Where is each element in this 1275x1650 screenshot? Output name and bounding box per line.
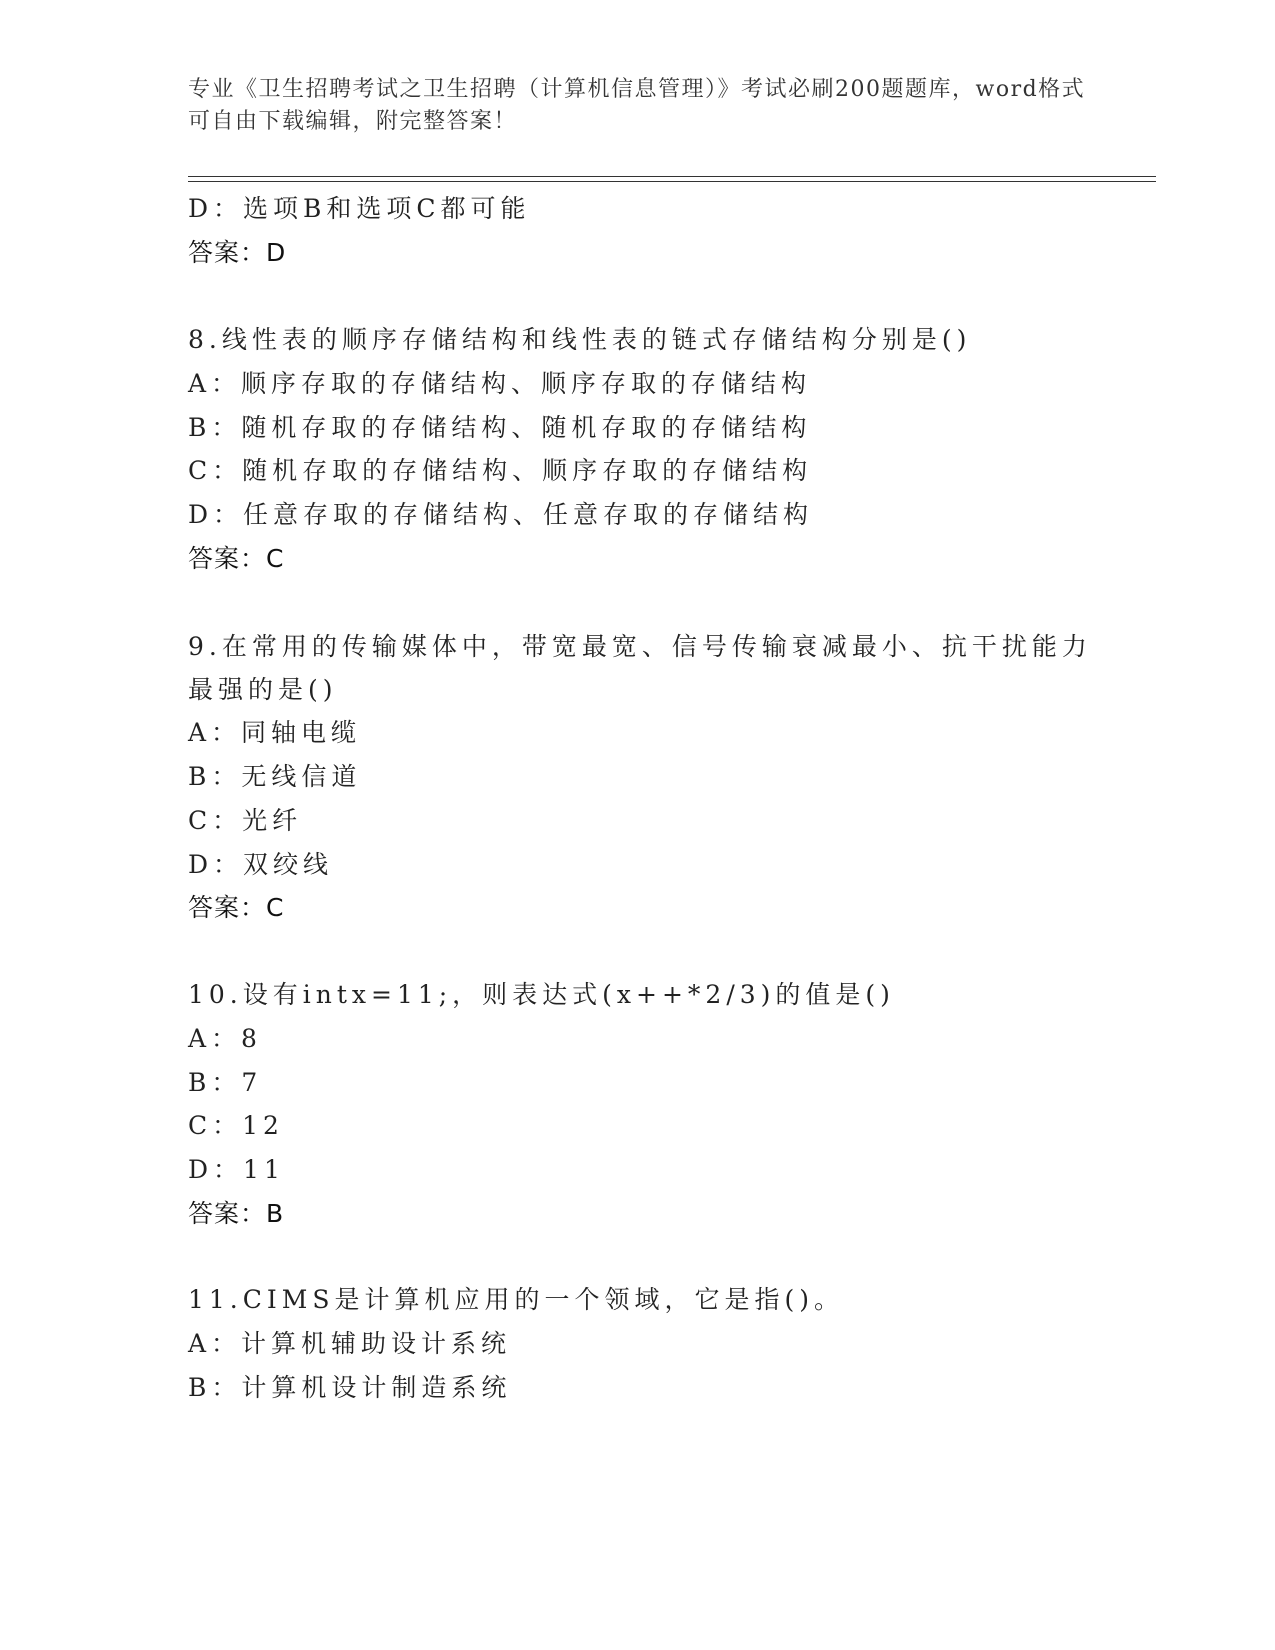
- q7-answer: 答案：D: [188, 238, 287, 267]
- q7-option-d: D：选项B和选项C都可能: [188, 194, 531, 223]
- q9-option-b: B：无线信道: [188, 762, 362, 791]
- q8-stem: 8.线性表的顺序存储结构和线性表的链式存储结构分别是(): [188, 325, 972, 354]
- q8-option-c: C：随机存取的存储结构、顺序存取的存储结构: [188, 456, 813, 485]
- q10-option-a: A：8: [188, 1024, 262, 1053]
- q9-option-c: C：光纤: [188, 806, 303, 835]
- q9-option-a: A：同轴电缆: [188, 718, 362, 747]
- q10-stem: 10.设有intx=11;，则表达式(x++*2/3)的值是(): [188, 980, 895, 1009]
- q9-stem-line1: 9.在常用的传输媒体中，带宽最宽、信号传输衰减最小、抗干扰能力: [188, 632, 1092, 661]
- q8-answer: 答案：C: [188, 544, 285, 573]
- q11-option-b: B：计算机设计制造系统: [188, 1373, 512, 1402]
- header-divider-top: [188, 176, 1156, 177]
- q9-answer: 答案：C: [188, 893, 285, 922]
- q8-option-d: D：任意存取的存储结构、任意存取的存储结构: [188, 500, 814, 529]
- q10-answer: 答案：B: [188, 1199, 285, 1228]
- document-header: 专业《卫生招聘考试之卫生招聘（计算机信息管理）》考试必刷200题题库，word格式可自由下载编辑，附完整答案！: [188, 77, 1086, 134]
- q11-option-a: A：计算机辅助设计系统: [188, 1329, 512, 1358]
- q10-option-d: D：11: [188, 1155, 285, 1184]
- header-divider-bottom: [188, 181, 1156, 182]
- q10-option-c: C：12: [188, 1111, 284, 1140]
- q9-option-d: D：双绞线: [188, 850, 334, 879]
- q8-option-a: A：顺序存取的存储结构、顺序存取的存储结构: [188, 369, 812, 398]
- q8-option-b: B：随机存取的存储结构、随机存取的存储结构: [188, 413, 812, 442]
- q10-option-b: B：7: [188, 1068, 263, 1097]
- q9-stem-line2: 最强的是(): [188, 675, 338, 704]
- q11-stem: 11.CIMS是计算机应用的一个领域，它是指()。: [188, 1285, 844, 1314]
